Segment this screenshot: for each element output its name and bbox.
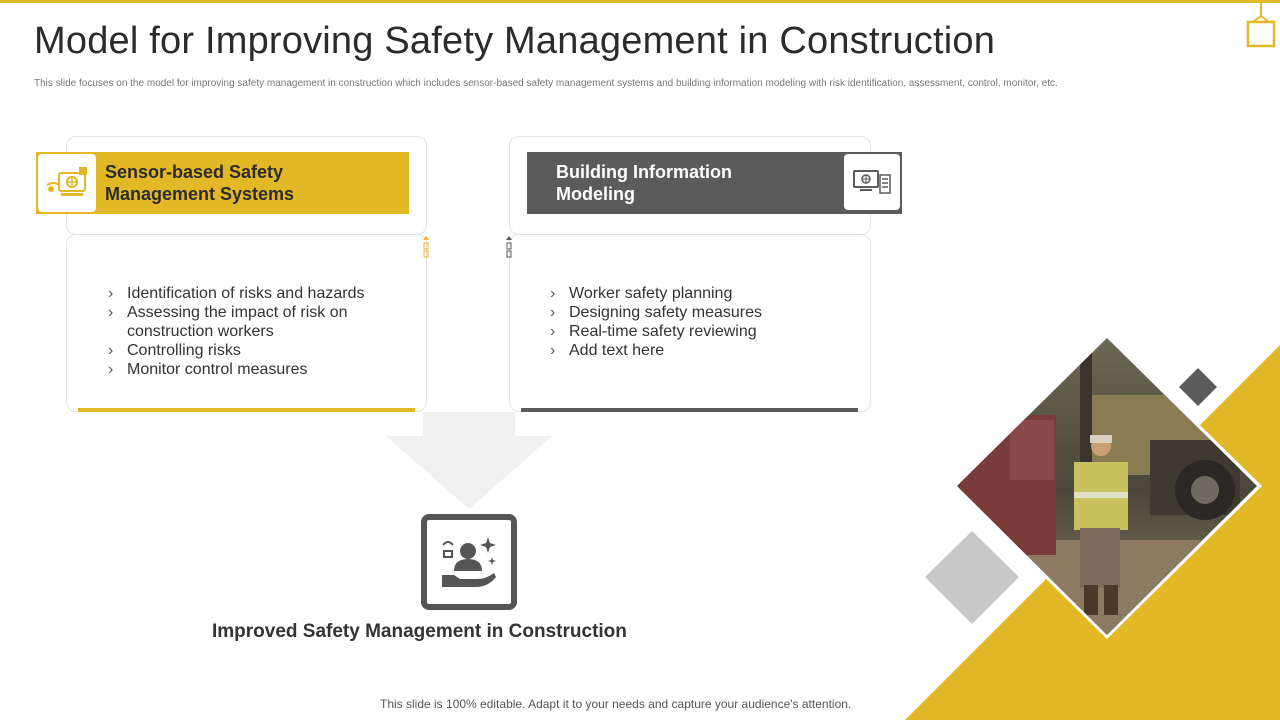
gray-diamond-large	[925, 531, 1019, 624]
list-item: › Identification of risks and hazards	[108, 284, 408, 303]
photo-frame	[952, 334, 1262, 639]
list-item: › Assessing the impact of risk on construction workers	[108, 303, 408, 341]
result-label: Improved Safety Management in Construction	[212, 621, 627, 642]
footer-note: This slide is 100% editable. Adapt it to your needs and capture your audience's attention.	[380, 697, 852, 711]
right-card-title: Building Information Modeling	[556, 162, 732, 204]
safety-worker-hand-icon	[421, 514, 517, 610]
left-card-list	[108, 284, 408, 379]
right-card-accent-bar	[521, 408, 858, 412]
crane-hook-icon	[1244, 0, 1278, 50]
list-item: › Controlling risks	[108, 341, 408, 360]
left-card-accent-bar	[78, 408, 415, 412]
list-item: › Designing safety measures	[550, 303, 850, 322]
left-card-banner	[36, 152, 409, 214]
right-connector-icon	[506, 236, 512, 260]
yellow-corner-shape	[905, 345, 1280, 720]
page-subtitle: This slide focuses on the model for improving safety management in construction which includes sensor-based safety management systems and building information modeling with risk identification, assessment, control, monitor, etc.	[34, 78, 1058, 89]
list-item: › Add text here	[550, 341, 850, 360]
list-item: › Worker safety planning	[550, 284, 850, 303]
page-title: Model for Improving Safety Management in Construction	[34, 20, 996, 62]
list-item: › Monitor control measures	[108, 360, 408, 379]
building-model-icon	[844, 154, 900, 210]
top-accent-rule	[0, 0, 1280, 3]
right-card-list	[550, 284, 850, 360]
sensor-system-icon	[38, 154, 96, 212]
list-item: › Real-time safety reviewing	[550, 322, 850, 341]
left-connector-icon	[423, 236, 429, 260]
right-card-banner	[527, 152, 902, 214]
down-arrow-shape	[386, 412, 552, 509]
gray-diamond-small	[1179, 368, 1217, 406]
construction-worker-photo	[950, 330, 1270, 650]
left-card-title: Sensor-based Safety Management Systems	[105, 162, 295, 204]
